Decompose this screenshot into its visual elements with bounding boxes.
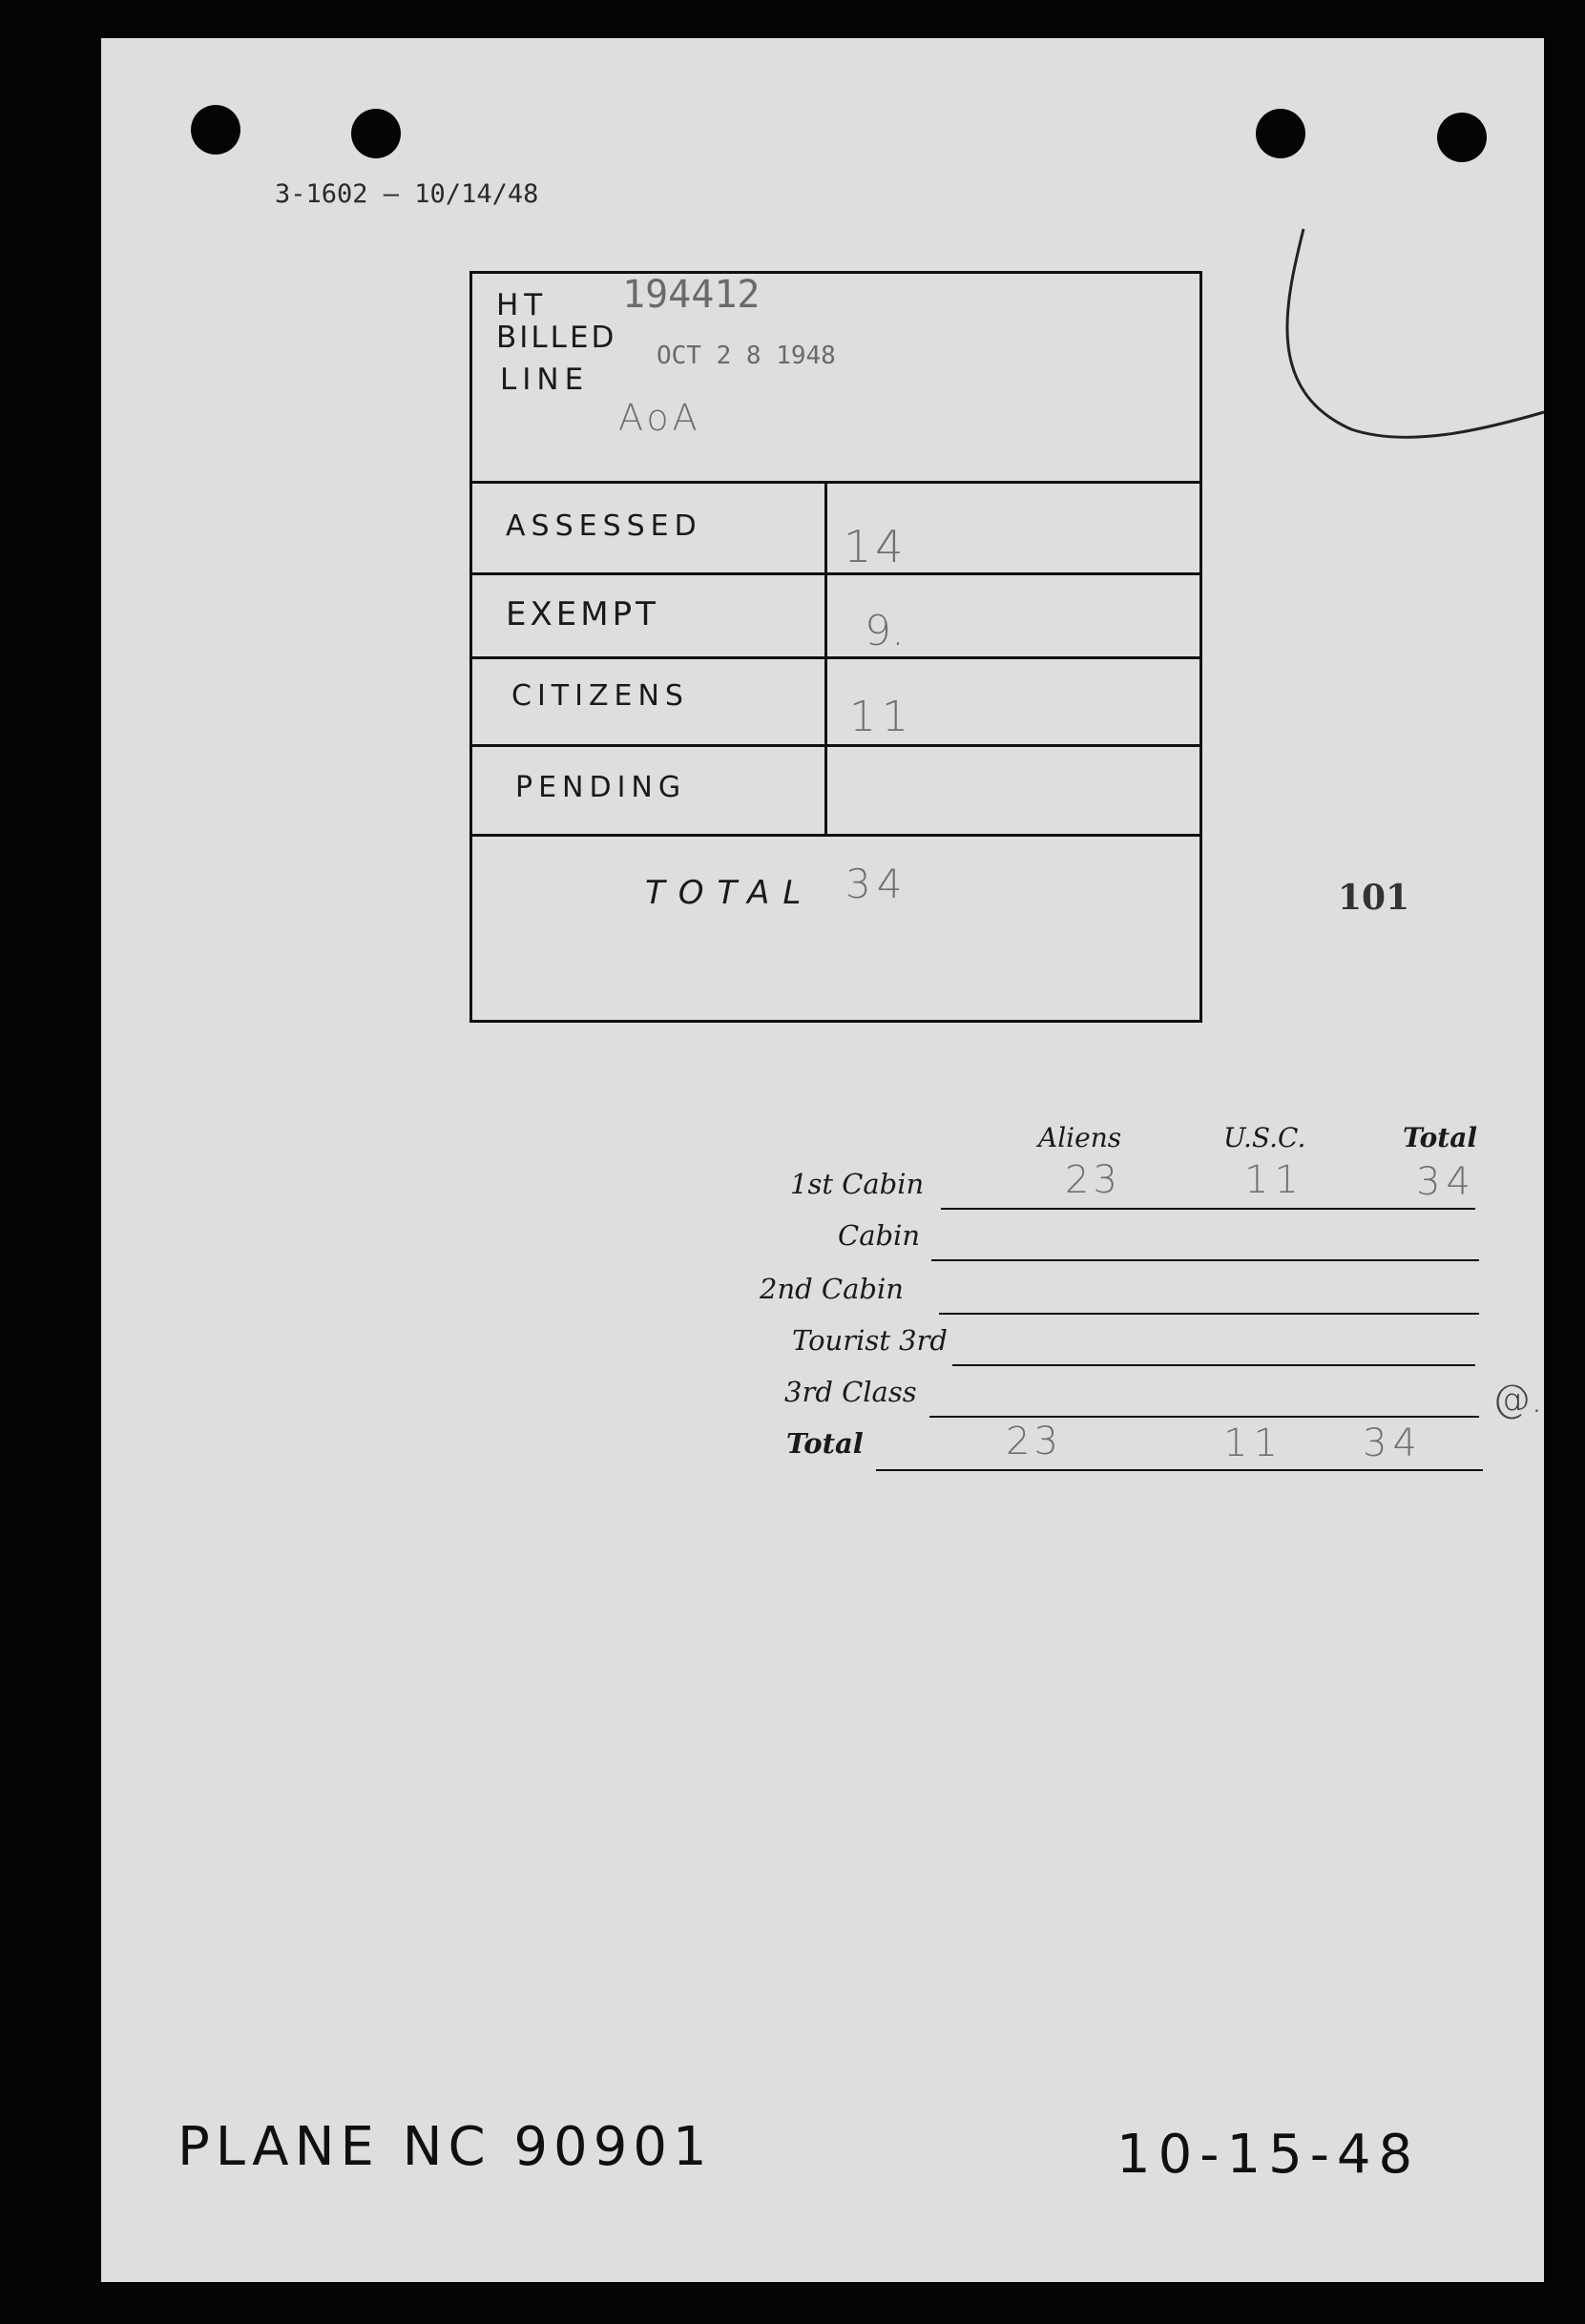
cabin-row-label: Total <box>786 1427 864 1460</box>
cabin-row-rule <box>939 1313 1479 1315</box>
punch-hole-right-2 <box>1437 113 1487 162</box>
cabin-row-total: 34 <box>1416 1160 1476 1204</box>
margin-mark: @. <box>1492 1378 1543 1421</box>
label-line: LINE <box>500 363 590 397</box>
row-divider-3 <box>469 744 1202 747</box>
row-label-assessed: ASSESSED <box>506 509 702 543</box>
row-divider-2 <box>469 656 1202 659</box>
column-header-usc: U.S.C. <box>1223 1122 1306 1153</box>
row-value-assessed: 14 <box>844 521 907 572</box>
footer-plane: PLANE NC 90901 <box>177 2116 713 2178</box>
cabin-row-label: 3rd Class <box>784 1376 917 1408</box>
label-ht: HT <box>496 288 549 322</box>
cabin-row-aliens: 23 <box>1006 1420 1062 1463</box>
cabin-row-total: 34 <box>1363 1421 1423 1465</box>
cabin-row-label: 2nd Cabin <box>760 1273 904 1305</box>
cabin-row-rule <box>929 1416 1479 1418</box>
column-divider <box>824 481 827 836</box>
footer-date: 10-15-48 <box>1116 2124 1421 2186</box>
page-number: 101 <box>1338 878 1410 918</box>
label-billed: BILLED <box>496 321 617 355</box>
billing-box-header-divider <box>469 481 1202 484</box>
cabin-row-label: Cabin <box>838 1219 920 1252</box>
row-label-pending: PENDING <box>515 771 687 804</box>
row-label-citizens: CITIZENS <box>511 679 689 713</box>
row-divider-4 <box>469 834 1202 837</box>
punch-hole-left-1 <box>191 105 240 155</box>
punch-hole-right-1 <box>1256 109 1305 158</box>
file-reference: 3-1602 — 10/14/48 <box>275 179 539 209</box>
row-value-exempt: 9. <box>865 607 905 655</box>
total-label: TOTAL <box>645 874 815 912</box>
cabin-row-rule <box>931 1259 1479 1261</box>
pencil-curve-mark <box>1265 191 1552 458</box>
cabin-row-aliens: 23 <box>1065 1158 1121 1202</box>
cabin-row-label: 1st Cabin <box>790 1168 925 1200</box>
row-divider-1 <box>469 572 1202 575</box>
column-header-aliens: Aliens <box>1038 1122 1122 1153</box>
stamp-number: 194412 <box>622 273 761 317</box>
line-value: AoA <box>618 397 701 439</box>
cabin-row-rule <box>876 1469 1483 1471</box>
punch-hole-left-2 <box>351 109 401 158</box>
document-sheet <box>101 38 1544 2282</box>
stamp-date: OCT 2 8 1948 <box>657 342 836 370</box>
cabin-row-label: Tourist 3rd <box>792 1324 948 1357</box>
row-value-citizens: 11 <box>849 693 914 741</box>
cabin-row-rule <box>941 1208 1475 1210</box>
total-value: 34 <box>845 861 908 907</box>
row-label-exempt: EXEMPT <box>506 595 659 633</box>
cabin-row-usc: 11 <box>1223 1421 1283 1465</box>
cabin-row-usc: 11 <box>1244 1158 1304 1202</box>
column-header-total: Total <box>1403 1122 1478 1153</box>
cabin-row-rule <box>952 1364 1475 1366</box>
